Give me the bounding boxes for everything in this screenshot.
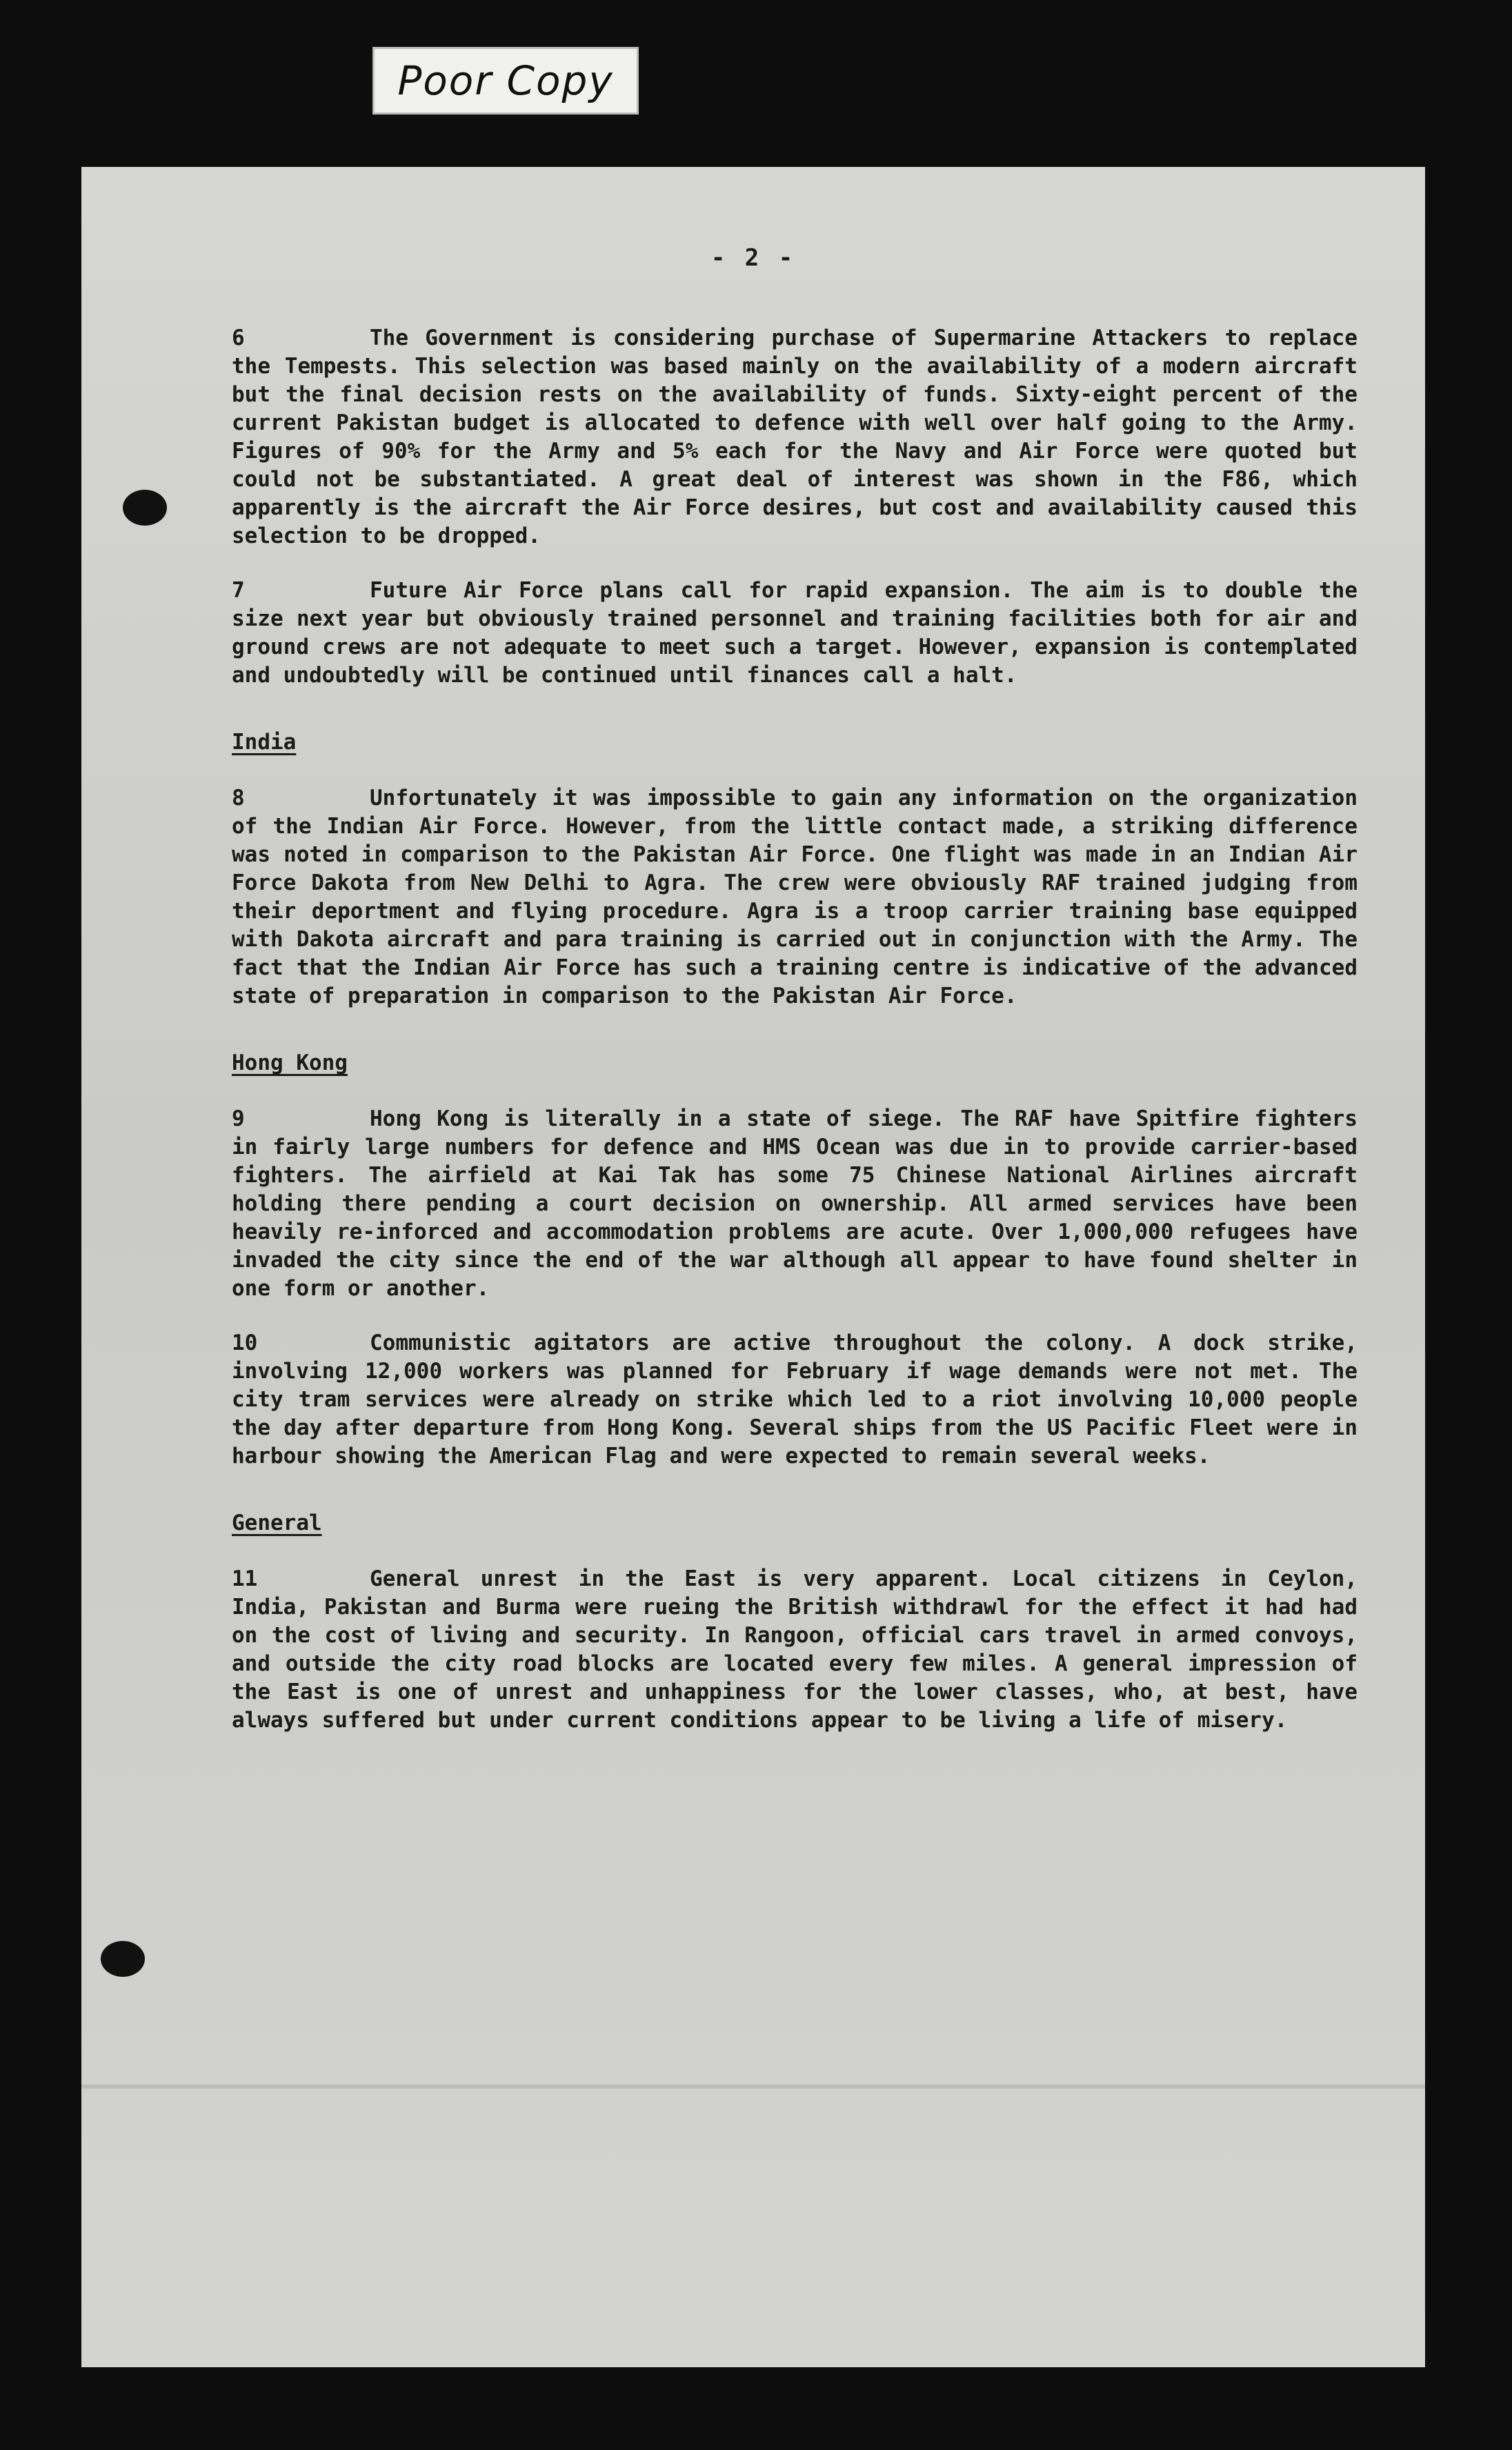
paragraph-9 — [232, 1105, 1357, 1303]
paragraph-6 — [232, 324, 1357, 550]
paragraph-text: Hong Kong is literally in a state of siege. The RAF have Spitfire fighters in fairly large numbers for defence and HMS Ocean was due in to provide carrier-based fighters. The airfield at Kai Tak has some 75 Chinese National Airlines aircraft holding there pending a court decision on ownership. All armed services have been heavily re-inforced and accommodation problems are acute. Over 1,000,000 refugees have invaded the city since the end of the war although all appear to have found shelter in one form or another. — [232, 1106, 1357, 1301]
paragraph-8 — [232, 784, 1357, 1010]
paragraph-number: 11 — [232, 1566, 258, 1591]
scan-fold-line — [81, 2084, 1425, 2089]
page-number: - 2 - — [710, 244, 796, 272]
paragraph-number: 10 — [232, 1331, 258, 1355]
document-page — [81, 167, 1425, 2367]
paragraph-text: The Government is considering purchase of Supermarine Attackers to replace the Tempests. This selection was based mainly on the availability of a modern aircraft but the final decision rests on the availability of funds. Sixty-eight percent of the current Pakistan budget is allocated to defence with well over half going to the Army. Figures of 90% for the Army and 5% each for the Navy and Air Force were quoted but could not be substantiated. A great deal of interest was shown in the F86, which apparently is the aircraft the Air Force desires, but cost and availability caused this selection to be dropped. — [232, 326, 1357, 548]
punch-hole-lower — [101, 1941, 145, 1977]
paragraph-text: Communistic agitators are active throughout the colony. A dock strike, involving 12,000 workers was planned for February if wage demands were not met. The city tram services were already on strike which led to a riot involving 10,000 people the day after departure from Hong Kong. Several ships from the US Pacific Fleet were in harbour showing the American Flag and were expected to remain several weeks. — [232, 1331, 1357, 1468]
section-heading-general: General — [232, 1511, 322, 1535]
poor-copy-stamp: Poor Copy — [372, 47, 639, 114]
section-heading-hong-kong: Hong Kong — [232, 1050, 348, 1075]
document-body — [232, 324, 1357, 1761]
paragraph-11 — [232, 1565, 1357, 1735]
paragraph-text: General unrest in the East is very apparent. Local citizens in Ceylon, India, Pakistan and Burma were rueing the British withdrawl for the effect it had had on the cost of living and security. In Rangoon, official cars travel in armed convoys, and outside the city road blocks are located every few miles. A general impression of the East is one of unrest and unhappiness for the lower classes, who, at best, have always suffered but under current conditions appear to be living a life of misery. — [232, 1566, 1357, 1733]
paragraph-number: 8 — [232, 786, 245, 810]
paragraph-number: 9 — [232, 1106, 245, 1131]
paragraph-7 — [232, 577, 1357, 690]
paragraph-number: 6 — [232, 326, 245, 350]
punch-hole-upper — [123, 490, 167, 526]
section-heading-india: India — [232, 730, 297, 755]
paragraph-text: Unfortunately it was impossible to gain any information on the organization of the Indian Air Force. However, from the little contact made, a striking difference was noted in comparison to the Pakistan Air Force. One flight was made in an Indian Air Force Dakota from New Delhi to Agra. The crew were obviously RAF trained judging from their deportment and flying procedure. Agra is a troop carrier training base equipped with Dakota aircraft and para training is carried out in conjunction with the Army. The fact that the Indian Air Force has such a training centre is indicative of the advanced state of preparation in comparison to the Pakistan Air Force. — [232, 786, 1357, 1008]
paragraph-text: Future Air Force plans call for rapid expansion. The aim is to double the size next year but obviously trained personnel and training facilities both for air and ground crews are not adequate to meet such a target. However, expansion is contemplated and undoubtedly will be continued until finances call a halt. — [232, 578, 1357, 688]
paragraph-10 — [232, 1329, 1357, 1471]
paragraph-number: 7 — [232, 578, 245, 603]
